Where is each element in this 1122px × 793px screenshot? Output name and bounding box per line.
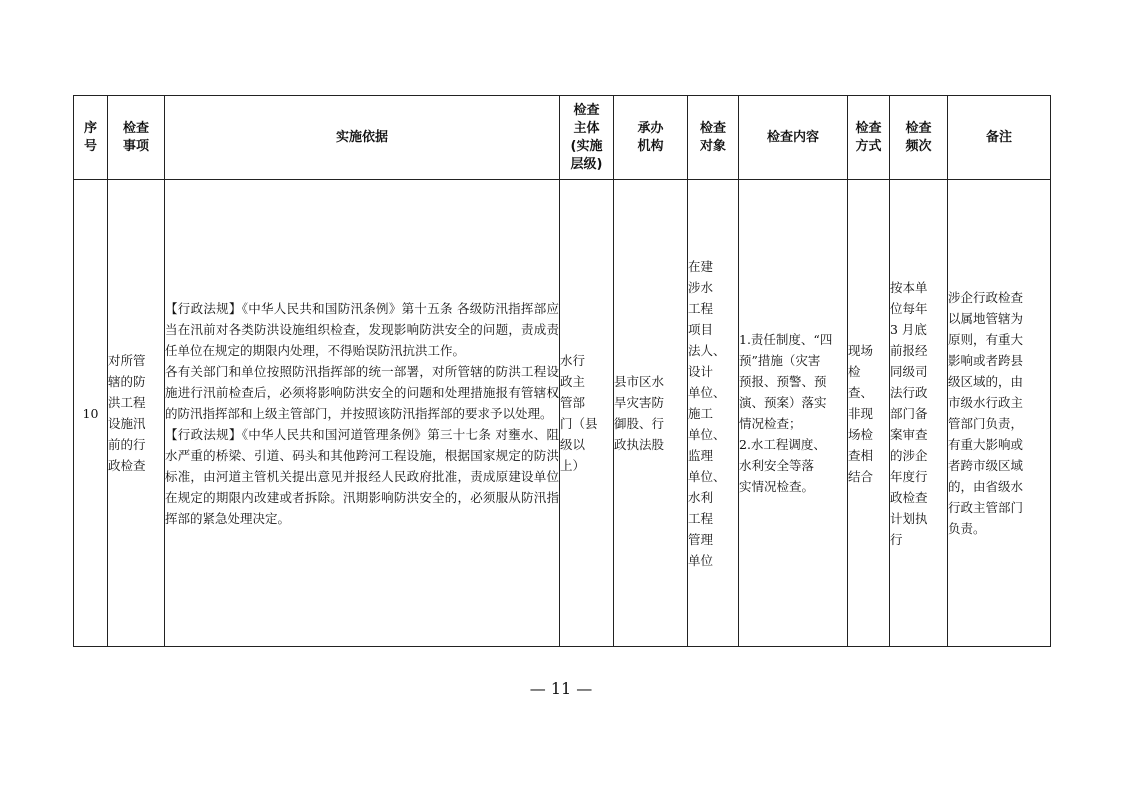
cell-remarks: 涉企行政检查 以属地管辖为 原则，有重大 影响或者跨县 级区域的，由 市级水行政主 管部门负责， 有重大影响或 者跨市级区域 的，由省级水 行政主管部门 负责。 [948,180,1051,647]
table-row [74,180,1051,647]
header-content: 检查内容 [739,96,848,180]
header-target: 检查 对象 [688,96,739,180]
cell-target: 在建 涉水 工程 项目 法人、 设计 单位、 施工 单位、 监理 单位、 水利 工程 管理 单位 [688,180,739,647]
cell-basis [165,180,560,647]
header-subject: 检查 主体 (实施 层级) [560,96,614,180]
header-frequency: 检查 频次 [890,96,948,180]
page-number: — 11 — [529,679,593,698]
basis-paragraph-1: 【行政法规】《中华人民共和国防汛条例》第十五条 各级防汛指挥部应当在汛前对各类防洪设施组织检查，发现影响防洪安全的问题，责成责任单位在规定的期限内处理，不得贻误防汛抗洪工作。 [165,300,559,358]
cell-frequency: 按本单 位每年 3 月底 前报经 同级司 法行政 部门备 案审查 的涉企 年度行 政检查 计划执 行 [890,180,948,647]
header-method: 检查 方式 [848,96,890,180]
header-remarks: 备注 [948,96,1051,180]
header-agency: 承办 机构 [614,96,688,180]
inspection-table [73,95,1051,647]
cell-seq: 10 [74,180,108,647]
header-row [74,96,1051,180]
basis-paragraph-2: 各有关部门和单位按照防汛指挥部的统一部署，对所管辖的防洪工程设施进行汛前检查后，必须将影响防洪安全的问题和处理措施报有管辖权的防汛指挥部和上级主管部门，并按照该防汛指挥部的要求予以处理。 [165,363,559,421]
header-seq: 序 号 [74,96,108,180]
header-item: 检查 事项 [108,96,165,180]
cell-item: 对所管 辖的防 洪工程 设施汛 前的行 政检查 [108,180,165,647]
header-basis: 实施依据 [165,96,560,180]
basis-paragraph-3: 【行政法规】《中华人民共和国河道管理条例》第三十七条 对壅水、阻水严重的桥梁、引道、码头和其他跨河工程设施，根据国家规定的防洪标准，由河道主管机关提出意见并报经人民政府批准，责成原建设单位在规定的期限内改建或者拆除。汛期影响防洪安全的，必须服从防汛指挥部的紧急处理决定。 [165,426,559,526]
cell-method: 现场 检 查、 非现 场检 查相 结合 [848,180,890,647]
cell-subject: 水行 政主 管部 门（县 级以 上） [560,180,614,647]
cell-content: 1.责任制度、“四 预”措施（灾害 预报、预警、预 演、预案）落实 情况检查； 2.水工程调度、 水利安全等落 实情况检查。 [739,180,848,647]
cell-agency: 县市区水 旱灾害防 御股、行 政执法股 [614,180,688,647]
